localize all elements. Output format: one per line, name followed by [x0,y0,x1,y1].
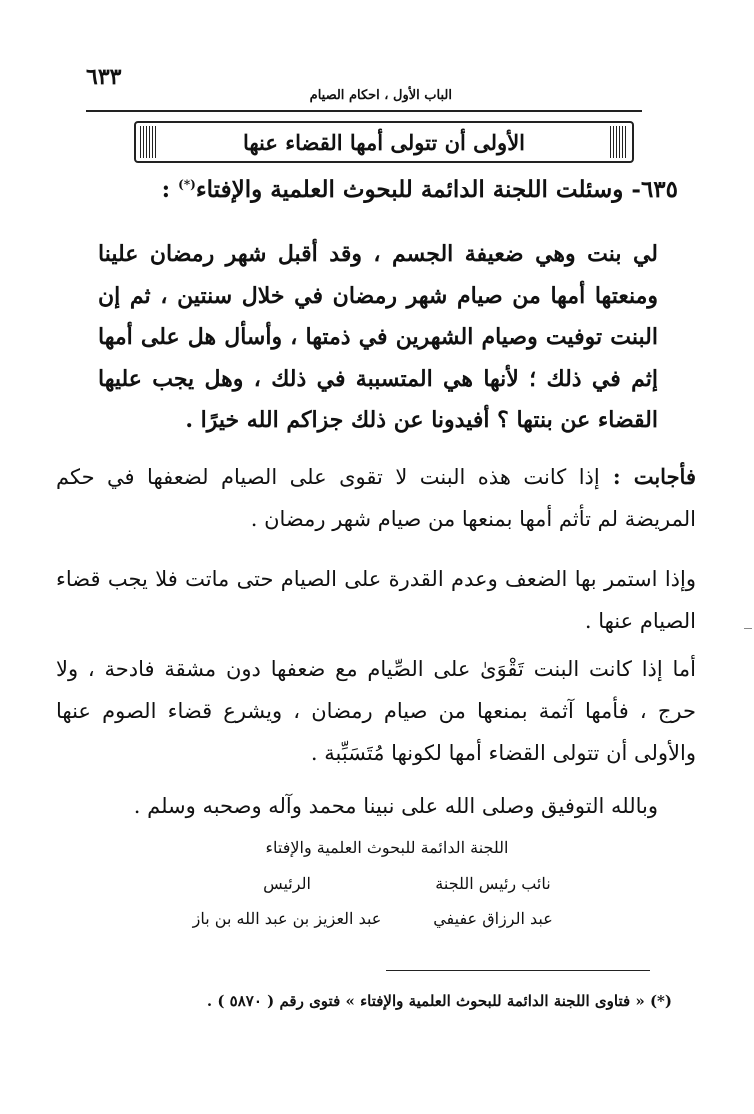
signature-deputy [418,874,568,928]
page-number: ٦٣٣ [86,64,122,90]
footnote-marker: (*) [178,177,196,192]
closing-line: وبالله التوفيق وصلى الله على نبينا محمد وآله وصحبه وسلم . [133,794,658,818]
question-heading-colon: : [161,176,179,203]
question-heading [78,176,678,203]
running-title: الباب الأول ، احكام الصيام [309,88,452,103]
chair-title: الرئيس [263,874,311,893]
section-banner [134,121,634,163]
banner-ornament-right [610,126,628,158]
deputy-name: عبد الرزاق عفيفي [433,909,553,928]
chair-name: عبد العزيز بن عبد الله بن باز [192,909,382,928]
header-rule [86,110,642,112]
deputy-title: نائب رئيس اللجنة [435,874,551,893]
answer-paragraph-1 [56,456,696,540]
question-text: لي بنت وهي ضعيفة الجسم ، وقد أقبل شهر رمضان علينا ومنعتها أمها من صيام شهر رمضان في خلال سنتين ، ثم إن البنت توفيت وصيام الشهرين في ذمتها ، وأسأل هل على أمها إثم في ذلك ؛ لأنها هي المتسببة في ذلك ، وهل يجب عليها القضاء عن بنتها ؟ أفيدونا عن ذلك جزاكم الله خيرًا . [98,241,658,433]
answer-lead: فأجابت : [599,464,696,489]
section-title: الأولى أن تتولى أمها القضاء عنها [242,129,526,155]
margin-mark [744,628,752,629]
question-heading-text: ٦٣٥- وسئلت اللجنة الدائمة للبحوث العلمية والإفتاء [195,176,678,203]
committee-name: اللجنة الدائمة للبحوث العلمية والإفتاء [265,838,509,857]
answer-paragraph-1-text: إذا كانت هذه البنت لا تقوى على الصيام لضعفها في حكم المريضة لم تأثم أمها بمنعها من صيام شهر رمضان . [56,465,696,531]
footnote-rule [386,970,650,971]
answer-paragraph-3: أما إذا كانت البنت تَقْوَىٰ على الصِّيام مع ضعفها دون مشقة فادحة ، ولا حرج ، فأمها آثمة بمنعها من صيام رمضان ، ويشرع قضاء الصوم عنها والأولى أن تتولى القضاء أمها لكونها مُتَسَبِّبة . [56,657,696,765]
signature-chair [182,874,392,928]
banner-ornament-left [140,126,158,158]
answer-paragraph-2: وإذا استمر بها الضعف وعدم القدرة على الصيام حتى ماتت فلا يجب قضاء الصيام عنها . [56,567,696,633]
footnote: (*) « فتاوى اللجنة الدائمة للبحوث العلمية والإفتاء » فتوى رقم ( ٥٨٧٠ ) . [206,992,672,1010]
